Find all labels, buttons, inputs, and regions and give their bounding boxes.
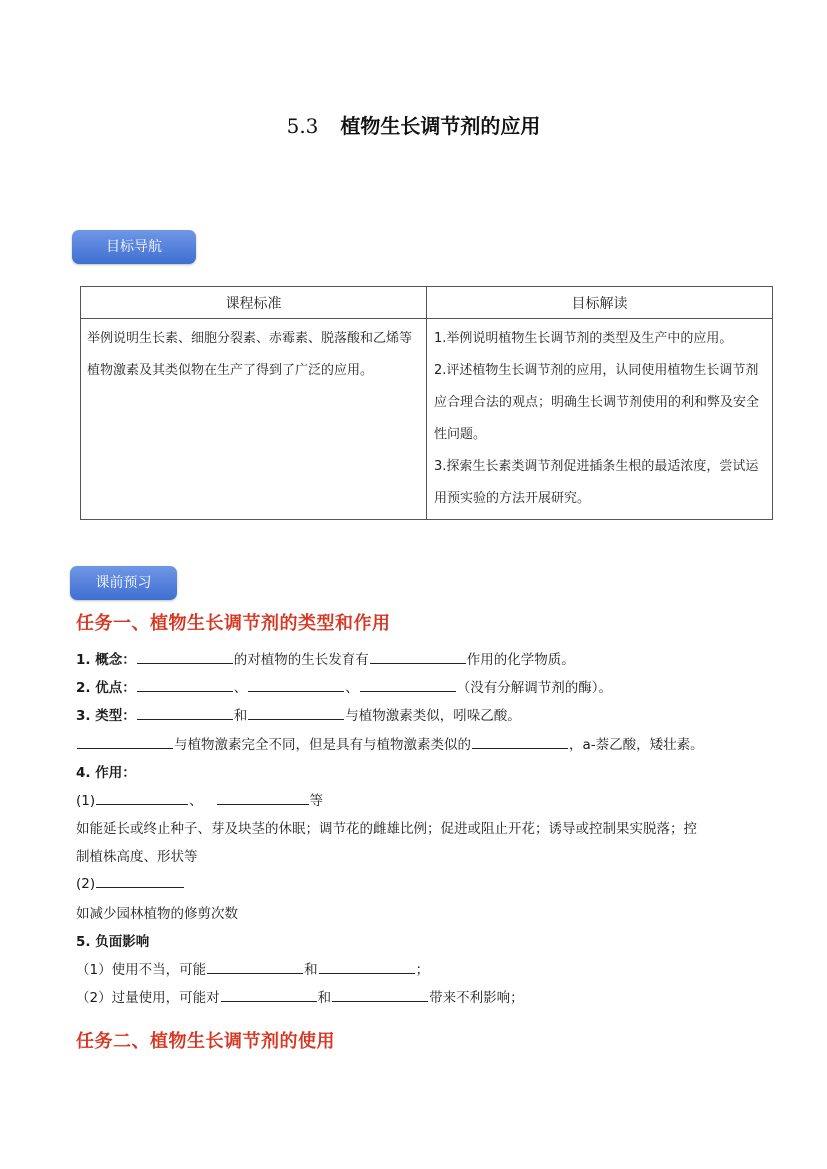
concept-mid: 的对植物的生长发育有 (233, 652, 369, 668)
type2-end: ，a-萘乙酸，矮壮素。 (569, 737, 704, 753)
effect-label: 4. 作用： (76, 765, 136, 781)
type-end: 与植物激素类似，吲哚乙酸。 (345, 708, 521, 724)
type2-line (76, 733, 704, 753)
effect1-prefix: (1) (76, 793, 96, 809)
advantage-line (76, 676, 612, 696)
blank-field[interactable] (77, 735, 173, 749)
blank-field[interactable] (360, 678, 456, 692)
negative2-and: 和 (317, 990, 332, 1006)
blank-field[interactable] (137, 706, 233, 720)
blank-field[interactable] (137, 650, 233, 664)
negative2-end: 带来不利影响； (429, 990, 524, 1006)
effect2-prefix: (2) (76, 876, 96, 892)
negative1-prefix: （1）使用不当，可能 (76, 962, 207, 978)
separator: 、 (345, 680, 359, 696)
goal-item: 2.评述植物生长调节剂的应用，认同使用植物生长调节剂应合理合法的观点；明确生长调节剂使用的利和弊及安全性问题。 (434, 363, 760, 442)
blank-field[interactable] (472, 735, 568, 749)
negative-heading (76, 930, 149, 950)
effect1-desc-a: 如能延长或终止种子、芽及块茎的休眠；调节花的雌雄比例；促进或阻止开花；诱导或控制果实脱落；控 (76, 821, 697, 837)
concept-line (76, 648, 575, 668)
task2-heading: 任务二、植物生长调节剂的使用 (76, 1031, 335, 1052)
negative1-and: 和 (304, 962, 318, 978)
goals-cell (427, 319, 773, 520)
negative2-line (76, 986, 524, 1006)
concept-end: 作用的化学物质。 (466, 652, 575, 668)
concept-label: 1. 概念： (76, 652, 136, 668)
preview-tag: 课前预习 (70, 566, 177, 600)
negative1-end: ； (415, 962, 430, 978)
effect1-line (76, 789, 323, 809)
goal-nav-tag: 目标导航 (72, 230, 196, 264)
standard-cell: 举例说明生长素、细胞分裂素、赤霉素、脱落酸和乙烯等植物激素及其类似物在生产了得到了广泛的应用。 (81, 319, 427, 520)
effect1-end: 等 (309, 793, 323, 809)
blank-field[interactable] (248, 678, 344, 692)
task1-heading: 任务一、植物生长调节剂的类型和作用 (76, 613, 391, 634)
type2-mid: 与植物激素完全不同，但是具有与植物激素类似的 (174, 737, 471, 753)
section-number: 5.3 (286, 114, 319, 138)
blank-field[interactable] (96, 874, 184, 888)
blank-field[interactable] (319, 960, 415, 974)
goal-item: 3.探索生长素类调节剂促进插条生根的最适浓度，尝试运用预实验的方法开展研究。 (434, 459, 759, 506)
separator: 、 (233, 680, 248, 696)
blank-field[interactable] (217, 791, 309, 805)
type-and: 和 (233, 708, 248, 724)
blank-field[interactable] (332, 988, 428, 1002)
blank-field[interactable] (221, 988, 317, 1002)
blank-field[interactable] (96, 791, 188, 805)
blank-field[interactable] (248, 706, 344, 720)
type-line (76, 704, 521, 724)
page-title (0, 110, 827, 139)
negative1-line (76, 958, 429, 978)
type-label: 3. 类型： (76, 708, 136, 724)
advantage-end: （没有分解调节剂的酶）。 (456, 680, 612, 696)
negative2-prefix: （2）过量使用，可能对 (76, 990, 220, 1006)
effect2-desc: 如减少园林植物的修剪次数 (76, 906, 238, 922)
effect1-desc-b: 制植株高度、形状等 (76, 849, 198, 865)
effect2-line (76, 874, 185, 892)
effect-heading (76, 761, 136, 781)
goal-item: 1.举例说明植物生长调节剂的类型及生产中的应用。 (434, 331, 733, 346)
header-goals: 目标解读 (427, 287, 773, 319)
blank-field[interactable] (207, 960, 303, 974)
blank-field[interactable] (370, 650, 466, 664)
advantage-label: 2. 优点： (76, 680, 136, 696)
header-standard: 课程标准 (81, 287, 427, 319)
blank-field[interactable] (137, 678, 233, 692)
negative-label: 5. 负面影响 (76, 934, 150, 950)
section-title: 植物生长调节剂的应用 (340, 114, 541, 138)
separator: 、 (189, 793, 203, 809)
goals-table (80, 286, 773, 520)
